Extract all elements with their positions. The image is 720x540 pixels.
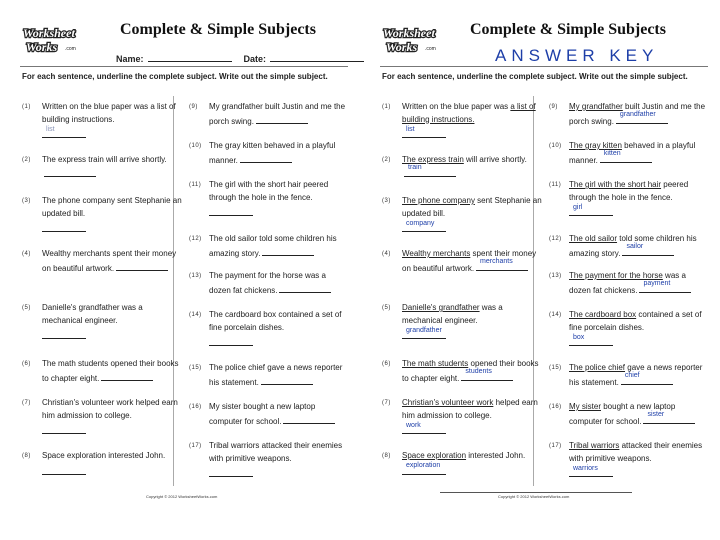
date-field[interactable] (270, 53, 364, 62)
simple-subject-answer: exploration (406, 462, 441, 469)
answer-blank[interactable] (261, 375, 313, 385)
complete-subject: Tribal warriors (569, 441, 620, 450)
sentence-text: The police chief gave a news reporter his statement. (209, 363, 343, 387)
question-number: (6) (22, 361, 31, 367)
simple-subject-answer: list (46, 125, 55, 133)
answer-blank[interactable] (209, 467, 253, 477)
question-item (382, 302, 542, 339)
simple-subject-answer: grandfather (406, 326, 442, 334)
answer-blank[interactable] (402, 125, 446, 138)
answer-blank[interactable] (402, 326, 446, 339)
question-item (22, 302, 182, 339)
question-item (382, 450, 542, 475)
sentence-text: was a dozen fat chickens. (569, 271, 686, 295)
sentence-text: gave a news reporter his statement. (569, 363, 703, 387)
simple-subject-answer: chief (624, 372, 640, 379)
complete-subject: The police chief (569, 363, 626, 372)
complete-subject: The express train (402, 155, 464, 164)
complete-subject: My sister (569, 402, 601, 411)
sentence-text: Written on the blue paper was (402, 102, 511, 111)
sentence-text: was a mechanical engineer. (402, 303, 503, 325)
copyright: Copyright © 2012 WorksheetWorks.com (146, 494, 218, 499)
simple-subject-answer: sailor (626, 243, 644, 250)
answer-blank[interactable] (209, 206, 253, 216)
footer-rule (440, 492, 632, 493)
answer-blank[interactable] (402, 421, 446, 434)
simple-subject-answer: warriors (573, 464, 598, 472)
answer-blank[interactable] (569, 333, 613, 346)
instructions: For each sentence, underline the complete subject. Write out the simple subject. (22, 72, 328, 81)
question-item (549, 233, 709, 260)
name-field[interactable] (148, 53, 232, 62)
complete-subject: Wealthy merchants (402, 249, 471, 258)
question-item (549, 140, 709, 167)
question-number: (8) (22, 453, 31, 459)
question-item (549, 440, 709, 477)
sentence-text: will arrive shortly. (463, 155, 527, 164)
sentence-text: told some children his amazing story. (569, 234, 697, 258)
logo-line2: Works (26, 40, 58, 54)
date-label: Date: (243, 54, 267, 64)
simple-subject-answer: list (406, 125, 415, 133)
sentence-text: The express train will arrive shortly. (42, 155, 167, 164)
sentence-text: The gray kitten behaved in a playful manner. (209, 141, 336, 165)
question-number: (9) (189, 104, 198, 110)
answer-key-heading: ANSWER KEY (495, 46, 659, 65)
sentence-text: sent Stephanie an updated bill. (402, 196, 542, 218)
complete-subject: The math students (402, 359, 469, 368)
question-number: (10) (549, 143, 562, 149)
sentence-text: The math students opened their books to chapter eight. (42, 359, 179, 383)
question-number: (11) (549, 182, 562, 188)
answer-key-page (364, 0, 716, 540)
question-item (382, 101, 542, 138)
simple-subject-answer: girl (573, 203, 583, 211)
question-item (382, 397, 542, 434)
simple-subject-answer: payment (643, 280, 671, 287)
question-number: (16) (549, 404, 562, 410)
sentence-text: Christian's volunteer work helped earn him admission to college. (42, 398, 178, 420)
answer-blank[interactable] (209, 336, 253, 346)
question-number: (17) (189, 443, 202, 449)
answer-blank[interactable] (639, 280, 691, 293)
question-number: (5) (22, 305, 31, 311)
question-item (22, 195, 182, 232)
complete-subject: Space exploration (402, 451, 467, 460)
question-number: (2) (22, 157, 31, 163)
sentence-text: behaved in a playful manner. (569, 141, 696, 165)
answer-blank[interactable] (42, 465, 86, 475)
answer-blank[interactable] (569, 203, 613, 216)
answer-blank[interactable] (42, 329, 86, 339)
question-number: (3) (22, 198, 31, 204)
answer-blank[interactable] (600, 150, 652, 163)
complete-subject: The girl with the short hair (569, 180, 662, 189)
simple-subject-answer: train (408, 164, 422, 171)
sentence-text: built Justin and me the porch swing. (569, 102, 706, 126)
question-number: (10) (189, 143, 202, 149)
simple-subject-answer: sister (647, 411, 665, 418)
sentence-text: helped earn him admission to college. (402, 398, 538, 420)
question-number: (1) (22, 104, 31, 110)
question-number: (9) (549, 104, 558, 110)
sentence-text: peered through the hole in the fence. (569, 180, 689, 202)
question-number: (16) (189, 404, 202, 410)
question-number: (15) (549, 365, 562, 371)
simple-subject-answer: merchants (480, 258, 513, 265)
question-item (382, 358, 542, 385)
complete-subject: a list of building instructions. (402, 102, 536, 124)
question-item (549, 179, 709, 216)
question-number: (13) (189, 273, 202, 279)
worksheetworks-logo (22, 25, 90, 55)
answer-blank[interactable] (621, 372, 673, 385)
question-item (22, 101, 182, 138)
page-title: Complete & Simple Subjects (120, 21, 316, 38)
question-item (189, 362, 349, 389)
question-number: (12) (549, 236, 562, 242)
question-item (549, 270, 709, 297)
logo-suffix: .com (425, 46, 436, 52)
sentence-text: interested John. (466, 451, 526, 460)
answer-blank[interactable] (569, 464, 613, 477)
question-number: (14) (189, 312, 202, 318)
question-item (22, 248, 182, 275)
question-item (549, 362, 709, 389)
sentence-text: bought a new laptop computer for school. (569, 402, 676, 426)
copyright: Copyright © 2012 WorksheetWorks.com (498, 494, 570, 499)
answer-blank[interactable] (42, 222, 86, 232)
question-number: (4) (22, 251, 31, 257)
logo-line2: Works (386, 40, 418, 54)
complete-subject: My grandfather (569, 102, 623, 111)
simple-subject-answer: grandfather (619, 111, 656, 118)
answer-blank[interactable] (476, 258, 528, 271)
answer-blank[interactable] (402, 462, 446, 475)
name-date-row (116, 53, 364, 64)
question-number: (14) (549, 312, 562, 318)
question-item (22, 450, 182, 475)
sentence-text: My sister bought a new laptop computer for school. (209, 402, 316, 426)
question-number: (2) (382, 157, 391, 163)
sentence-text: contained a set of fine porcelain dishes. (569, 310, 702, 332)
answer-blank[interactable] (42, 424, 86, 434)
question-item (189, 233, 349, 260)
simple-subject-answer: students (465, 368, 492, 375)
answer-blank[interactable] (279, 283, 331, 293)
answer-blank[interactable] (44, 167, 96, 177)
question-number: (6) (382, 361, 391, 367)
complete-subject: Danielle's grandfather (402, 303, 480, 312)
sentence-text: opened their books to chapter eight. (402, 359, 539, 383)
logo-line1: Worksheet (383, 26, 435, 40)
sentence-text: Wealthy merchants spent their money on beautiful artwork. (42, 249, 177, 273)
header-rule (20, 66, 348, 67)
logo-suffix: .com (65, 46, 76, 52)
page-title: Complete & Simple Subjects (470, 21, 666, 38)
answer-blank[interactable] (256, 114, 308, 124)
complete-subject: The gray kitten (569, 141, 622, 150)
answer-blank[interactable] (116, 261, 168, 271)
question-number: (1) (382, 104, 391, 110)
question-item (549, 401, 709, 428)
question-item (189, 440, 349, 477)
question-number: (4) (382, 251, 391, 257)
answer-blank[interactable] (622, 243, 674, 256)
question-number: (17) (549, 443, 562, 449)
sentence-text: attacked their enemies with primitive weapons. (569, 441, 703, 463)
question-number: (8) (382, 453, 391, 459)
sentence-text: Danielle's grandfather was a mechanical engineer. (42, 303, 143, 325)
question-item (22, 358, 182, 385)
question-item (189, 101, 349, 128)
simple-subject-answer: company (406, 219, 435, 227)
question-item (382, 248, 542, 275)
answer-blank[interactable] (461, 368, 513, 381)
question-item (189, 270, 349, 297)
simple-subject-answer: kitten (603, 150, 621, 157)
complete-subject: The phone company (402, 196, 475, 205)
question-item (189, 309, 349, 346)
question-number: (12) (189, 236, 202, 242)
complete-subject: The old sailor (569, 234, 618, 243)
header-rule (380, 66, 708, 67)
question-item (549, 309, 709, 346)
question-number: (5) (382, 305, 391, 311)
worksheetworks-logo (382, 25, 450, 55)
logo-line1: Worksheet (23, 26, 75, 40)
answer-blank[interactable] (101, 371, 153, 381)
question-number: (11) (189, 182, 202, 188)
sentence-text: The cardboard box contained a set of fine porcelain dishes. (209, 310, 342, 332)
sentence-text: The old sailor told some children his amazing story. (209, 234, 337, 258)
name-label: Name: (116, 54, 144, 64)
question-item (22, 154, 182, 181)
question-number: (13) (549, 273, 562, 279)
simple-subject-answer: box (573, 333, 585, 341)
question-number: (15) (189, 365, 202, 371)
answer-blank[interactable] (42, 125, 86, 138)
instructions: For each sentence, underline the complete subject. Write out the simple subject. (382, 72, 688, 81)
answer-blank[interactable] (616, 111, 668, 124)
sentence-text: Written on the blue paper was a list of building instructions. (42, 102, 176, 124)
answer-blank[interactable] (283, 414, 335, 424)
sentence-text: The phone company sent Stephanie an updated bill. (42, 196, 182, 218)
sentence-text: The girl with the short hair peered through the hole in the fence. (209, 180, 329, 202)
sentence-text: Tribal warriors attacked their enemies with primitive weapons. (209, 441, 343, 463)
question-item (189, 140, 349, 167)
question-number: (7) (22, 400, 31, 406)
simple-subject-answer: work (406, 421, 421, 429)
question-item (189, 179, 349, 216)
question-item (22, 397, 182, 434)
sentence-text: spent their money on beautiful artwork. (402, 249, 537, 273)
answer-blank[interactable] (262, 246, 314, 256)
worksheet-page (4, 0, 356, 540)
question-number: (3) (382, 198, 391, 204)
question-number: (7) (382, 400, 391, 406)
sentence-text: My grandfather built Justin and me the porch swing. (209, 102, 346, 126)
answer-blank[interactable] (643, 411, 695, 424)
complete-subject: Christian's volunteer work (402, 398, 494, 407)
question-item (549, 101, 709, 128)
complete-subject: The payment for the horse (569, 271, 663, 280)
question-item (189, 401, 349, 428)
question-item (382, 154, 542, 181)
answer-blank[interactable] (240, 153, 292, 163)
answer-blank[interactable] (404, 164, 456, 177)
sentence-text: The payment for the horse was a dozen fat chickens. (209, 271, 326, 295)
answer-blank[interactable] (402, 219, 446, 232)
sentence-text: Space exploration interested John. (42, 451, 166, 460)
complete-subject: The cardboard box (569, 310, 637, 319)
question-item (382, 195, 542, 232)
